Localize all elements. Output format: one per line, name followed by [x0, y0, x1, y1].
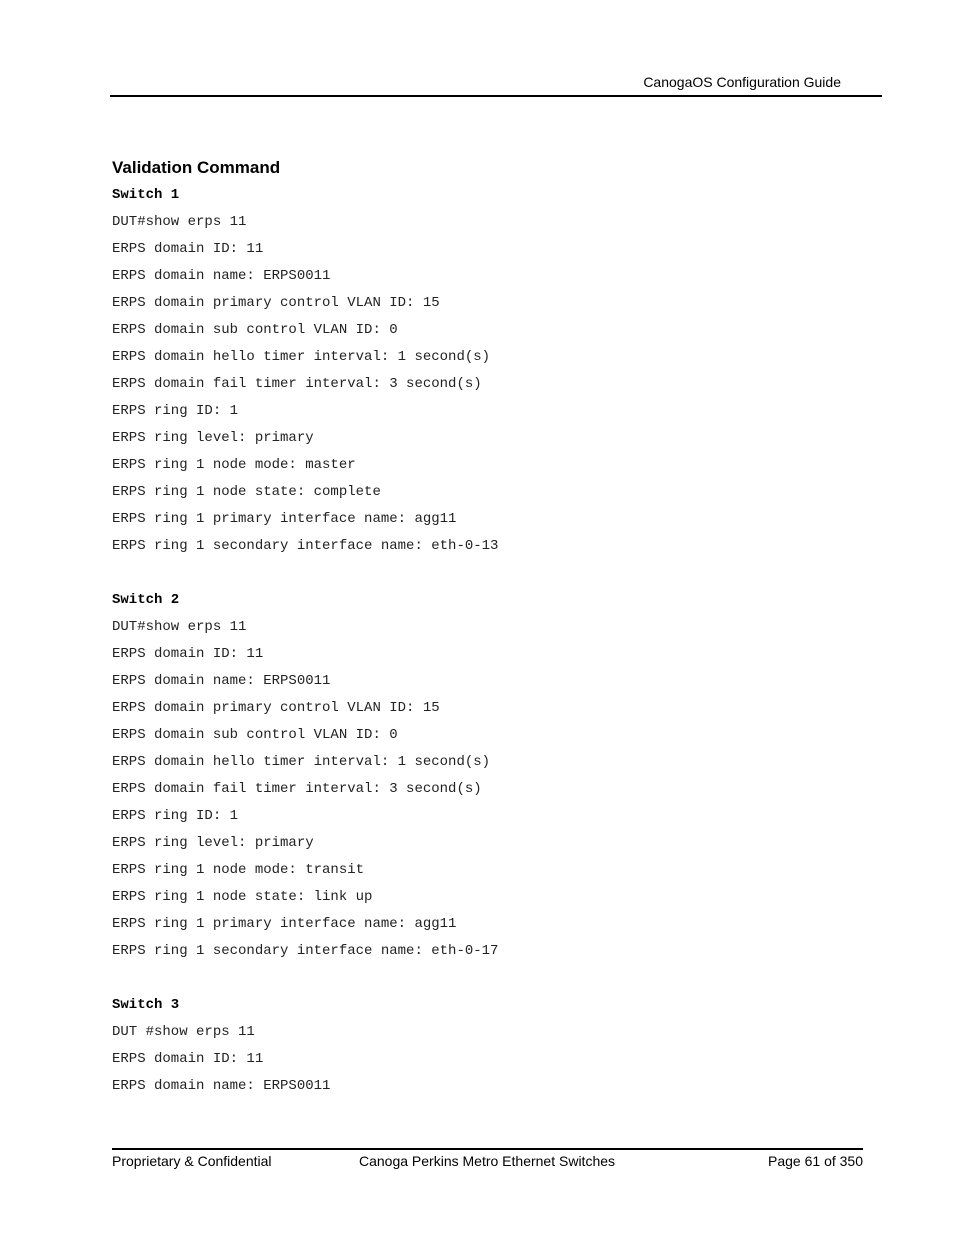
code-line: ERPS ring 1 node state: link up — [112, 889, 373, 905]
code-line: ERPS ring level: primary — [112, 835, 314, 851]
section-heading: Validation Command — [112, 158, 281, 177]
switch-2-block — [112, 587, 832, 965]
code-line: ERPS ring 1 secondary interface name: eth-0-17 — [112, 943, 499, 959]
code-line: ERPS domain ID: 11 — [112, 241, 264, 257]
page-footer — [112, 1152, 863, 1172]
code-line: ERPS domain hello timer interval: 1 second(s) — [112, 754, 491, 770]
code-line: ERPS domain fail timer interval: 3 second(s) — [112, 781, 482, 797]
document-title: CanogaOS Configuration Guide — [643, 74, 841, 90]
page-number: Page 61 of 350 — [768, 1153, 863, 1169]
code-line: ERPS domain name: ERPS0011 — [112, 1078, 331, 1094]
code-line: ERPS domain sub control VLAN ID: 0 — [112, 322, 398, 338]
header-divider — [110, 95, 882, 97]
page-content — [112, 156, 832, 1127]
switch-1-block — [112, 182, 832, 560]
switch-3-title: Switch 3 — [112, 997, 180, 1013]
code-line: DUT#show erps 11 — [112, 214, 247, 230]
code-line: ERPS domain ID: 11 — [112, 646, 264, 662]
code-line: ERPS domain primary control VLAN ID: 15 — [112, 295, 440, 311]
code-line: ERPS domain ID: 11 — [112, 1051, 264, 1067]
code-line: ERPS domain name: ERPS0011 — [112, 673, 331, 689]
code-line: ERPS ring 1 secondary interface name: eth-0-13 — [112, 538, 499, 554]
code-line: ERPS domain name: ERPS0011 — [112, 268, 331, 284]
footer-divider — [112, 1148, 863, 1150]
code-line: ERPS ring 1 node state: complete — [112, 484, 381, 500]
code-line: ERPS domain fail timer interval: 3 second(s) — [112, 376, 482, 392]
code-line: DUT#show erps 11 — [112, 619, 247, 635]
footer-confidentiality: Proprietary & Confidential — [112, 1153, 272, 1169]
code-line: ERPS ring 1 node mode: master — [112, 457, 356, 473]
code-line: ERPS ring ID: 1 — [112, 808, 239, 824]
footer-product: Canoga Perkins Metro Ethernet Switches — [359, 1153, 616, 1169]
code-line: ERPS ring 1 primary interface name: agg11 — [112, 916, 457, 932]
switch-3-block — [112, 992, 832, 1100]
code-line: ERPS domain sub control VLAN ID: 0 — [112, 727, 398, 743]
code-line: ERPS ring level: primary — [112, 430, 314, 446]
code-line: ERPS ring ID: 1 — [112, 403, 239, 419]
switch-1-title: Switch 1 — [112, 187, 180, 203]
code-line: ERPS ring 1 node mode: transit — [112, 862, 365, 878]
switch-2-title: Switch 2 — [112, 592, 180, 608]
code-line: ERPS domain hello timer interval: 1 second(s) — [112, 349, 491, 365]
code-line: DUT #show erps 11 — [112, 1024, 255, 1040]
code-line: ERPS domain primary control VLAN ID: 15 — [112, 700, 440, 716]
code-line: ERPS ring 1 primary interface name: agg11 — [112, 511, 457, 527]
